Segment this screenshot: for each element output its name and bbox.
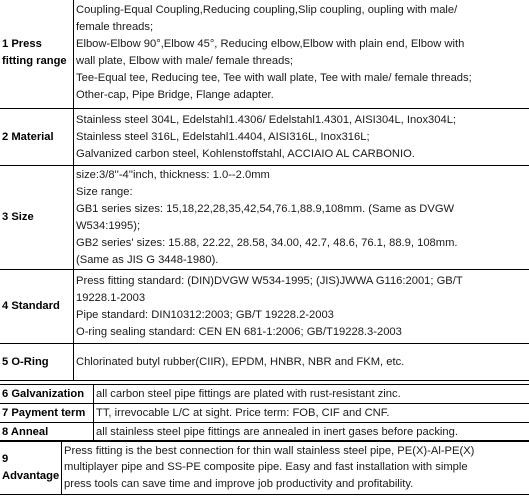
row-label-galvanization <box>0 385 94 404</box>
row-label-press-fitting-range <box>0 0 74 109</box>
value-line: O-ring sealing standard: CEN EN 681-1:2006; GB/T19228.3-2003 <box>76 325 402 338</box>
value-line: (Same as JIS G 3448-1980). <box>76 253 219 266</box>
value-line: Press fitting standard: (DIN)DVGW W534-1995; (JIS)JWWA G116:2001; GB/T <box>76 274 463 287</box>
row-label-number: 9 <box>2 452 9 465</box>
value-line: all carbon steel pipe fittings are plated with rust-resistant zinc. <box>96 387 401 400</box>
value-line: Chlorinated butyl rubber(CIIR), EPDM, HNBR, NBR and FKM, etc. <box>76 355 405 368</box>
value-line: GB1 series sizes: 15,18,22,28,35,42,54,76.1,88.9,108mm. (Same as DVGW <box>76 202 455 215</box>
row-label-text: 1 Press fitting range <box>2 37 67 67</box>
table-row-press-fitting-range <box>0 0 529 109</box>
row-label-payment-term <box>0 404 94 423</box>
row-label-size <box>0 166 74 270</box>
value-line: W534:1995); <box>76 219 141 232</box>
value-line: Coupling-Equal Coupling,Reducing coupling,Slip coupling, oupling with male/ <box>76 3 458 16</box>
table-row-material <box>0 109 529 166</box>
table-row-anneal <box>0 423 529 442</box>
value-line: press tools can save time and improve job productivity and profitability. <box>64 477 414 490</box>
row-value-size <box>74 166 529 270</box>
value-line: Tee-Equal tee, Reducing tee, Tee with wall plate, Tee with male/ female threads; <box>76 71 472 84</box>
value-line: Size range: <box>76 185 133 198</box>
value-line: TT, irrevocable L/C at sight. Price term: FOB, CIF and CNF. <box>96 406 390 419</box>
row-label-text: 5 O-Ring <box>2 355 49 368</box>
row-label-material <box>0 109 74 166</box>
value-line: Press fitting is the best connection for thin wall stainless steel pipe, PE(X)-Al-PE(X) <box>64 444 475 457</box>
value-line: all stainless steel pipe fittings are annealed in inert gases before packing. <box>96 425 458 438</box>
value-line: wall plate, Elbow with male/ female threads; <box>76 54 294 67</box>
value-line: 19228.1-2003 <box>76 291 146 304</box>
spec-table-terms <box>0 384 529 442</box>
row-label-text: 4 Standard <box>2 300 60 312</box>
value-line: multiplayer pipe and SS-PE composite pipe. Easy and fast installation with simple <box>64 461 468 474</box>
row-label-o-ring <box>0 344 74 381</box>
row-label-text: 8 Anneal <box>2 425 49 438</box>
table-row-size <box>0 166 529 270</box>
spec-table-advantage <box>0 440 529 495</box>
value-line: GB2 series' sizes: 15.88, 22.22, 28.58, 34.00, 42.7, 48.6, 76.1, 88.9, 108mm. <box>76 236 458 249</box>
table-row-o-ring <box>0 344 529 381</box>
row-label-standard <box>0 270 74 344</box>
value-line: size:3/8''-4''inch, thickness: 1.0--2.0mm <box>76 168 270 181</box>
value-line: Other-cap, Pipe Bridge, Flange adapter. <box>76 88 274 101</box>
row-value-o-ring <box>74 344 529 381</box>
table-row-advantage <box>0 441 529 495</box>
value-line: Elbow-Elbow 90°,Elbow 45°, Reducing elbow,Elbow with plain end, Elbow with <box>76 37 465 50</box>
value-line: Galvanized carbon steel, Kohlenstoffstahl, ACCIAIO AL CARBONIO. <box>76 147 415 160</box>
row-value-material <box>74 109 529 166</box>
value-line: Stainless steel 304L, Edelstahl1.4306/ Edelstahl1.4301, AISI304L, Inox304L; <box>76 113 457 126</box>
row-value-standard <box>74 270 529 344</box>
row-label-text: 3 Size <box>2 211 34 223</box>
row-value-anneal <box>94 423 529 442</box>
table-row-galvanization <box>0 385 529 404</box>
row-value-press-fitting-range <box>74 0 529 109</box>
row-label-text: 6 Galvanization <box>2 387 85 400</box>
row-label-advantage <box>0 441 62 495</box>
value-line: Stainless steel 316L, Edelstahl1.4404, AISI316L, Inox316L; <box>76 130 370 143</box>
row-label-text: 2 Material <box>2 130 54 143</box>
row-label-word: Advantage <box>2 469 60 482</box>
row-label-text: 7 Payment term <box>2 406 86 419</box>
row-label-anneal <box>0 423 94 442</box>
row-value-advantage <box>62 441 529 495</box>
row-value-payment-term <box>94 404 529 423</box>
row-value-galvanization <box>94 385 529 404</box>
table-row-standard <box>0 270 529 344</box>
value-line: Pipe standard: DIN10312:2003; GB/T 19228.2-2003 <box>76 308 334 321</box>
table-row-payment-term <box>0 404 529 423</box>
value-line: female threads; <box>76 20 154 33</box>
